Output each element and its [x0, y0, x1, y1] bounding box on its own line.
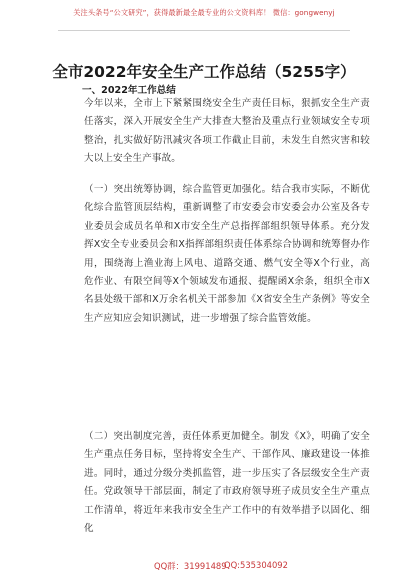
header-banner: 关注头条号“公文研究”，获得最新最全最专业的公文资料库！ 微信：gongwenyj [73, 8, 335, 17]
paragraph-intro: 今年以来，全市上下紧紧围绕安全生产责任目标，狠抓安全生产责任落实，深入开展安全生产大排查大整治及重点行业领域安全专项整治，扎实做好防汛减灾各项工作截止目前，未发生自然灾害和较大以上安全生产事故。 [84, 98, 370, 165]
section-heading: 一、2022年工作总结 [82, 85, 176, 96]
footer-qq-group: QQ群：31991489 [154, 561, 227, 571]
paragraph-system: （二）突出制度完善，责任体系更加健全。制发《X》，明确了安全生产重点任务目标，坚持将安全生产、干部作风、廉政建设一体推进。同时，通过分级分类抓监管，进一步压实了各层级安全生产责任。党政领导干部层面，制定了市政府领导班子成员安全生产重点工作清单，将近年来我市安全生产工作中的有效举措予以固化、细化 [84, 431, 370, 535]
paragraph-coordination: （一）突出统筹协调，综合监管更加强化。结合我市实际，不断优化综合监管顶层结构，重新调整了市安委会市安委会办公室及各专业委员会成员名单和X市安全生产总指挥部组织领导体系。充分发挥X安全专业委员会和X指挥部组织责任体系综合协调和统筹督办作用，围绕海上渔业海上风电、道路交通、燃气安全等X个行业，高危作业、有限空间等X个领域发布通报、提醒函X余条，组织全市X名县处级干部和X万余名机关干部参加《X省安全生产条例》等安全生产应知应会知识测试，进一步增强了综合监管效能。 [84, 184, 370, 324]
header-divider [58, 30, 350, 31]
footer-qq-contact: QQ:535304092 [224, 560, 288, 570]
document-title: 全市2022年安全生产工作总结（5255字） [52, 63, 356, 81]
